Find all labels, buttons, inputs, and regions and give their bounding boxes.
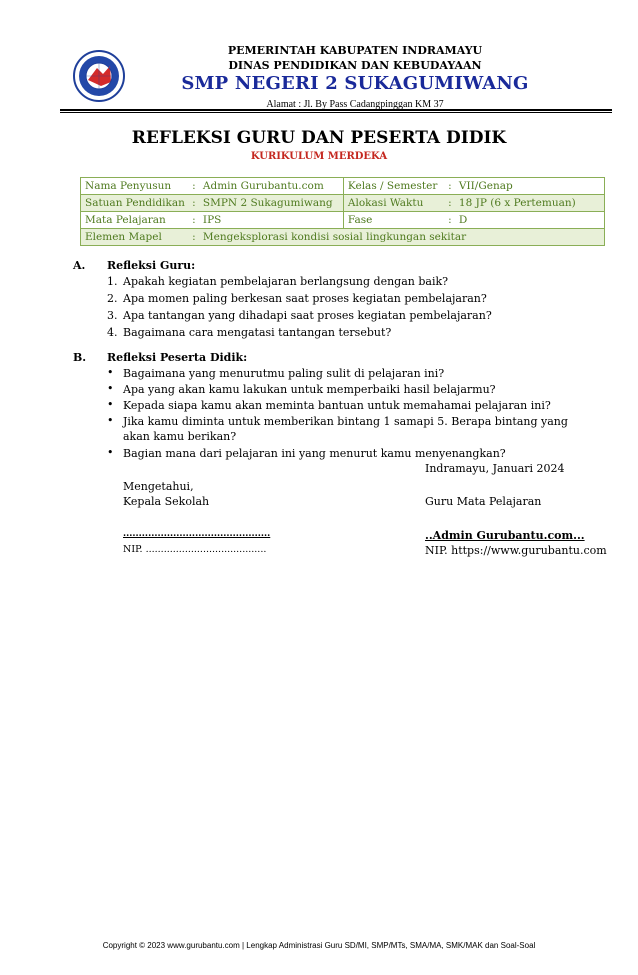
info-value: VII/Genap [455,178,605,195]
info-label: Kelas / Semester [343,178,445,195]
info-value: SMPN 2 Sukagumiwang [199,195,344,212]
place-date: Indramayu, Januari 2024 [425,462,565,475]
list-item: Bagian mana dari pelajaran ini yang menurut kamu menyenangkan? [123,447,506,460]
guru-label: Guru Mata Pelajaran [425,495,542,508]
school-logo [73,50,125,102]
list-item: Jika kamu diminta untuk memberikan bintang 1 samapi 5. Berapa bintang yang akan kamu berikan? [123,415,568,443]
info-label: Mata Pelajaran [81,212,189,229]
info-row: Mata Pelajaran : IPS Fase : D [81,212,605,229]
info-value: D [455,212,605,229]
section-a-letter: A. [73,259,86,272]
header-department: DINAS PENDIDIKAN DAN KEBUDAYAAN [228,59,482,72]
kepala-name: ............................................... [123,529,271,539]
bullet-icon: • [107,446,114,459]
bullet-icon: • [107,398,114,411]
header-school-name: SMP NEGERI 2 SUKAGUMIWANG [181,73,529,94]
info-label: Elemen Mapel [81,229,189,246]
info-label: Fase [343,212,445,229]
document-title: REFLEKSI GURU DAN PESERTA DIDIK [131,128,507,148]
kepala-nip: NIP. ........................................ [123,544,267,555]
info-label: Satuan Pendidikan [81,195,189,212]
list-item: Apa yang akan kamu lakukan untuk memperbaiki hasil belajarmu? [123,383,496,396]
list-item: Kepada siapa kamu akan meminta bantuan untuk memahamai pelajaran ini? [123,399,551,412]
guru-nip: NIP. https://www.gurubantu.com [425,544,607,557]
info-row: Nama Penyusun : Admin Gurubantu.com Kelas / Semester : VII/Genap [81,178,605,195]
guru-name: ..Admin Gurubantu.com... [425,529,585,542]
info-value: IPS [199,212,344,229]
bullet-icon: • [107,414,114,427]
page-footer: Copyright © 2023 www.gurubantu.com | Lengkap Administrasi Guru SD/MI, SMP/MTs, SMA/MA, SMK/MAK dan Soal-Soal [102,941,536,950]
header-address: Alamat : Jl. By Pass Cadangpinggan KM 37 [266,99,444,110]
info-row: Elemen Mapel : Mengeksplorasi kondisi sosial lingkungan sekitar [81,229,605,246]
header-government: PEMERINTAH KABUPATEN INDRAMAYU [227,44,483,57]
info-row: Satuan Pendidikan : SMPN 2 Sukagumiwang Alokasi Waktu : 18 JP (6 x Pertemuan) [81,195,605,212]
info-table [80,177,605,246]
section-b-title: Refleksi Peserta Didik: [107,351,248,364]
info-label: Alokasi Waktu [343,195,445,212]
info-value: 18 JP (6 x Pertemuan) [455,195,605,212]
header-rule-thick [60,109,612,111]
info-value: Admin Gurubantu.com [199,178,344,195]
info-value: Mengeksplorasi kondisi sosial lingkungan sekitar [199,229,605,246]
bullet-icon: • [107,382,114,395]
mengetahui-label: Mengetahui, [123,480,194,493]
list-item: Bagaimana yang menurutmu paling sulit di pelajaran ini? [123,367,445,380]
section-a-title: Refleksi Guru: [107,259,196,272]
section-b-letter: B. [73,351,87,364]
bullet-icon: • [107,366,114,379]
kepala-sekolah-label: Kepala Sekolah [123,495,210,508]
document-subtitle: KURIKULUM MERDEKA [250,151,388,162]
header-rule-thin [60,112,612,113]
info-label: Nama Penyusun [81,178,189,195]
